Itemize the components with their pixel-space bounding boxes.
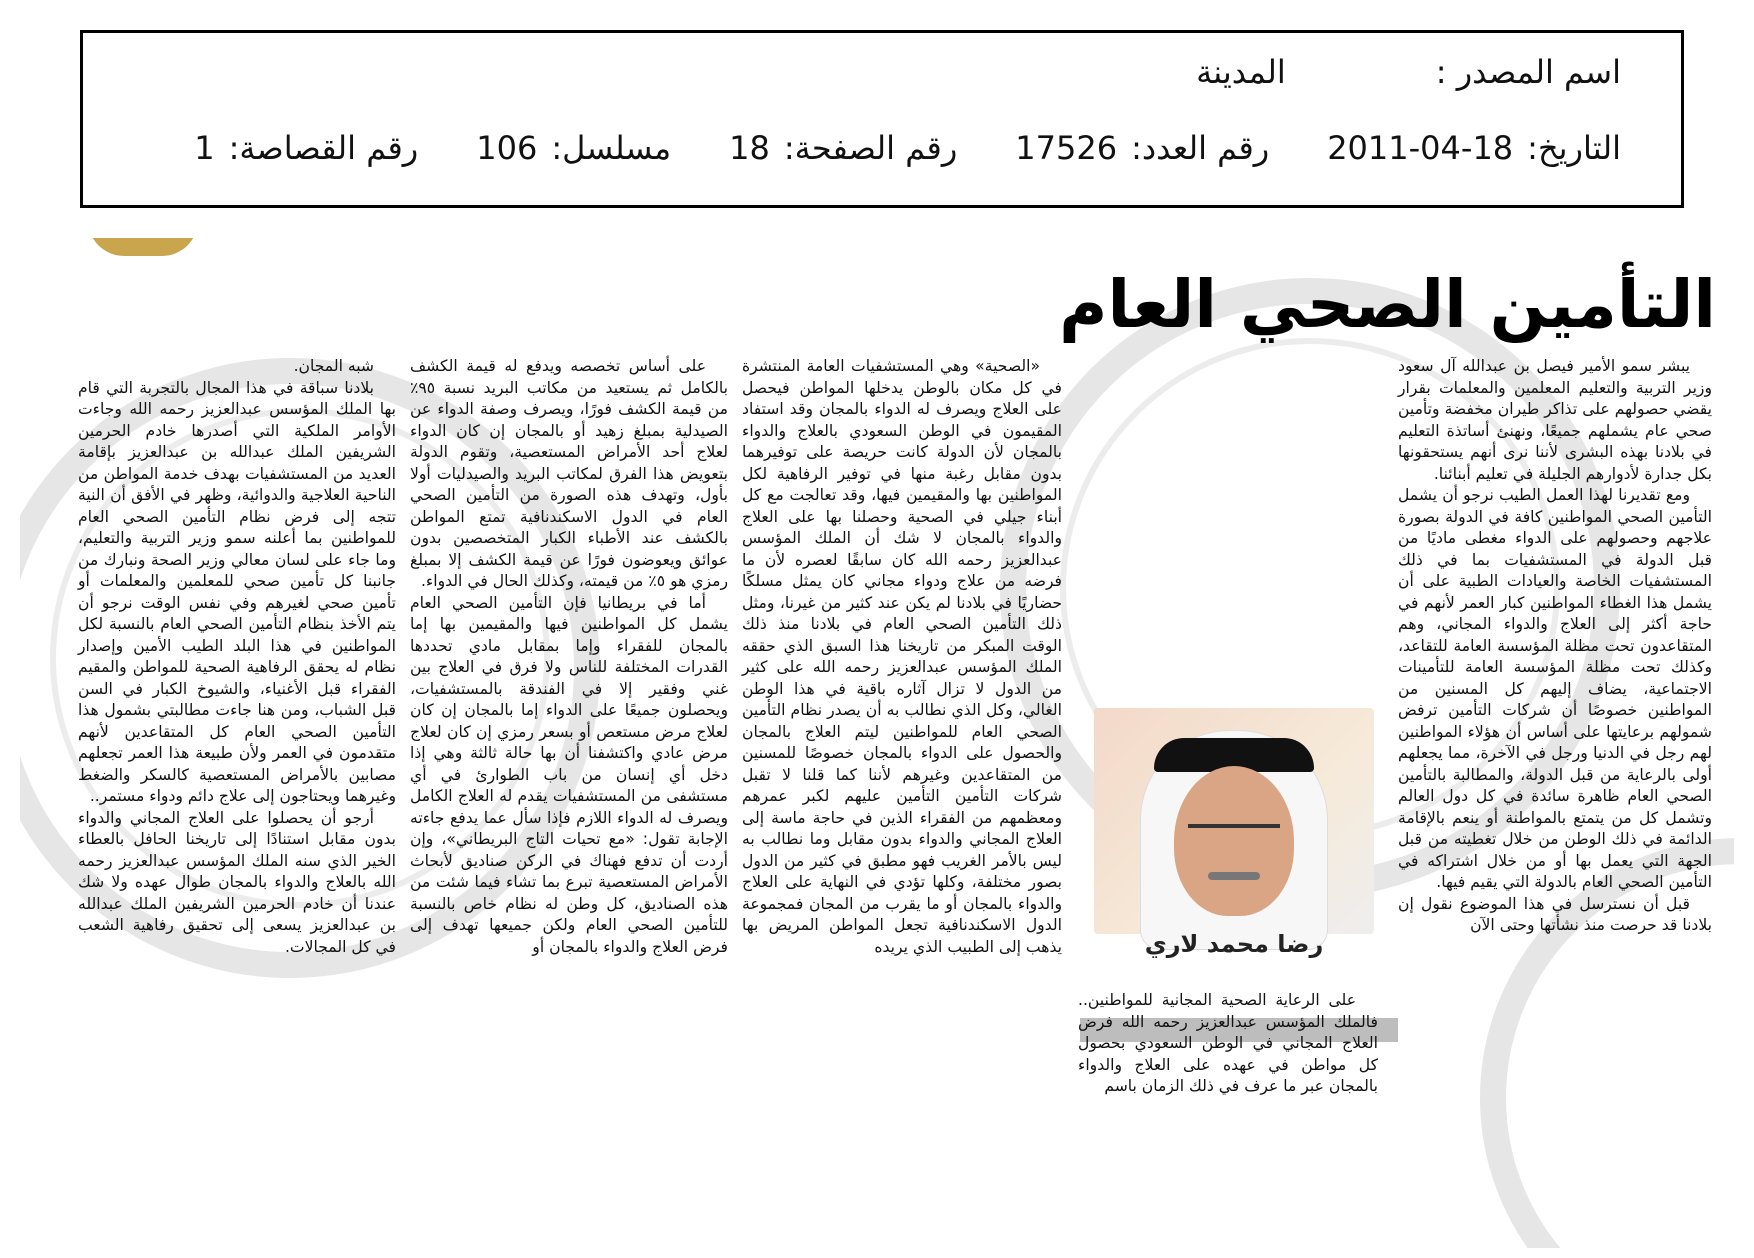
article-column-1	[1398, 356, 1712, 937]
date-value: 2011-04-18	[1327, 129, 1514, 167]
serial-label: مسلسل:	[551, 129, 672, 167]
page-value: 18	[729, 129, 770, 167]
serial-value: 106	[476, 129, 538, 167]
issue-value: 17526	[1015, 129, 1118, 167]
source-row	[1196, 53, 1621, 91]
page-label: رقم الصفحة:	[783, 129, 958, 167]
gold-emblem-fragment	[88, 238, 198, 256]
source-info-box	[80, 30, 1684, 208]
paragraph: بلادنا سباقة في هذا المجال بالتجربة التي قام بها الملك المؤسس عبدالعزيز رحمه الله وجاءت الأوامر الملكية التي أصدرها خادم الحرمين الشريفين الملك عبدالله بن عبدالعزيز بإقامة العديد من المستشفيات بهدف خدمة المواطن من الناحية العلاجية والدوائية، وظهر في الأفق أن النية تتجه إلى فرض نظام التأمين الصحي العام للمواطنين بما أعلنه سمو وزير التربية والتعليم، وما جاء على لسان معالي وزير الصحة ونبارك من جانبنا كل تأمين صحي للمعلمين والمعلمات أو تأمين صحي لغيرهم وفي نفس الوقت نرجو أن يتم الأخذ بنظام التأمين الصحي العام بالنسبة لكل المواطنين في هذا البلد الطيب الأمين وإصدار نظام له يحقق الرفاهية الصحية للمواطن والمقيم الفقراء قبل الأغنياء، والشيوخ الكبار في السن قبل الشباب، ومن هنا جاءت مطالبتي بشمول هذا التأمين الصحي العام كل المتقاعدين لأنهم متقدمون في العمر ولأن طبيعة هذا العمر تجعلهم مصابين بالأمراض المستعصية كالسكر والضغط وغيرهما ويحتاجون إلى علاج دائم ودواء مستمر..	[78, 378, 396, 805]
paragraph: قبل أن نسترسل في هذا الموضوع نقول إن بلادنا قد حرصت منذ نشأتها وحتى الآن	[1398, 894, 1712, 934]
paragraph: يبشر سمو الأمير فيصل بن عبدالله آل سعود وزير التربية والتعليم المعلمين والمعلمات بقرار يقضي حصولهم على تذاكر طيران مخفضة وتأمين صحي عام يشملهم جميعًا، ونهنئ أساتذة التعليم في بلادنا بهذه البشرى لأننا نرى أنهم يستحقونها بكل جدارة لأدوارهم الجليلة في تعليم أبنائنا.	[1398, 357, 1712, 483]
date-label: التاريخ:	[1527, 129, 1621, 167]
author-photo	[1084, 708, 1384, 1008]
paragraph: «الصحية» وهي المستشفيات العامة المنتشرة في كل مكان بالوطن يدخلها المواطن فيحصل على العلاج ويصرف له الدواء بالمجان وقد استفاد المقيمون في الوطن السعودي بالعلاج والدواء بالمجان لأن الدولة كانت حريصة على توفيرهما بدون مقابل رغبة منها في توفير الرفاهية لكل المواطنين بها والمقيمين فيها، وقد تعالجت مع كل أبناء جيلي في الصحية وحصلنا بها على العلاج والدواء بالمجان لا شك أن الملك المؤسس عبدالعزيز رحمه الله كان سابقًا لعصره لأن ما فرضه من علاج ودواء مجاني كان يمثل مسلكًا حضاريًا في بلادنا لم يكن عند كثير من غيرنا، ومثل ذلك التأمين الصحي العام في بلادنا منذ ذلك الوقت المبكر من تاريخنا هذا السبق الذي حققه الملك المؤسس عبدالعزيز رحمه الله على كثير من الدول لا تزال آثاره باقية في هذا الوطن الغالي، وكل الذي نطالب به أن يصدر نظام التأمين الصحي العام للمواطنين ليتم العلاج بالمجان والحصول على الدواء بالمجان خصوصًا للمسنين من المتقاعدين وغيرهم لأننا كما قلنا لا تقبل شركات التأمين التأمين عليهم لكبر عمرهم ومعظمهم من الفقراء الذين في حاجة ماسة إلى العلاج المجاني والدواء بدون مقابل وما نطالب به ليس بالأمر الغريب فهو مطبق في كثير من الدول بصور مختلفة، وكلها تؤدي في النهاية على العلاج والدواء بالمجان أو ما يقرب من المجان فمجموعة الدول الاسكندنافية تجعل المواطن المريض بها يذهب إلى الطبيب الذي يريده	[742, 357, 1062, 956]
article-column-4	[410, 356, 728, 958]
source-value: المدينة	[1196, 53, 1286, 91]
paragraph: أرجو أن يحصلوا على العلاج المجاني والدواء بدون مقابل استنادًا إلى تاريخنا الحافل بالعطاء الخير الذي سنه الملك المؤسس عبدالعزيز رحمه الله بالعلاج والدواء بالمجان طوال عهده ولا شك عندنا أن خادم الحرمين الشريفين الملك عبدالله بن عبدالعزيز يسعى إلى تحقيق رفاهية الشعب في كل المجالات.	[78, 808, 396, 956]
mustache	[1208, 872, 1260, 880]
author-name: رضا محمد لاري	[1144, 930, 1324, 958]
clip-value: 1	[194, 129, 215, 167]
article-column-5	[78, 356, 396, 958]
paragraph: ومع تقديرنا لهذا العمل الطيب نرجو أن يشمل التأمين الصحي المواطنين كافة في الدولة بصورة علاجهم وحصولهم على الدواء مغطى ماديًا من قبل الدولة في المستشفيات بما في ذلك المستشفيات الخاصة والعيادات الطبية على أن يشمل هذا الغطاء المواطنين كبار العمر لأنهم في حاجة أكثر إلى العلاج والدواء المجاني، وهم المتقاعدون تحت مظلة المؤسسة العامة للتقاعد، وكذلك تحت مظلة المؤسسة العامة للتأمينات الاجتماعية، يضاف إليهم كل المسنين من المواطنين خصوصًا أن شركات التأمين ترفض شمولهم برعايتها على أساس أن هؤلاء المواطنين لهم رجل في الدنيا ورجل في الآخرة، مما يجعلهم أولى بالرعاية من قبل الدولة، والمطالبة بالتأمين الصحي العام ظاهرة سائدة في كل دول العالم وتشمل كل من يتمتع بالمواطنة أو ينعم بالإقامة الدائمة في ذلك الوطن من خلال تغطيته من قبل الجهة التي يعمل بها أو من خلال اشتراكه في التأمين الصحي العام بالدولة التي يقيم فيها.	[1398, 486, 1712, 891]
paragraph: أما في بريطانيا فإن التأمين الصحي العام يشمل كل المواطنين فيها والمقيمين بها إما بالمجان للفقراء وإما بمقابل مادي تحددها القدرات المختلفة للناس ولا فرق في العلاج بين غني وفقير إلا في الفندقة بالمستشفيات، ويحصلون جميعًا على الدواء إما بالمجان إن كان لعلاج مرض مستعص أو بسعر رمزي إن كان لعلاج مرض عادي واكتشفنا أن بها حالة ثالثة وهي إذا دخل أي إنسان من باب الطوارئ في أي مستشفى من المستشفيات يقدم له العلاج الكامل ويصرف له الدواء اللازم فإذا سأل عما يدفع جاءته الإجابة تقول: «مع تحيات التاج البريطاني»، وإن أردت أن تدفع فهناك في الركن صناديق لأبحاث الأمراض المستعصية تبرع بما تشاء فيما شئت من هذه الصناديق، كل وطن له نظام خاص بالنسبة للتأمين الصحي العام ولكن جميعها تهدف إلى فرض العلاج والدواء بالمجان أو	[410, 593, 728, 956]
issue-label: رقم العدد:	[1131, 129, 1270, 167]
newspaper-clipping	[20, 238, 1734, 1248]
source-label: اسم المصدر :	[1435, 53, 1621, 91]
glasses	[1188, 824, 1280, 848]
paragraph: على أساس تخصصه ويدفع له قيمة الكشف بالكامل ثم يستعيد من مكاتب البريد نسبة ٩٥٪ من قيمة الكشف فورًا، ويصرف وصفة الدواء عن الصيدلية بمبلغ زهيد أو بالمجان إن كان الدواء لعلاج أحد الأمراض المستعصية، وتقوم الدولة بتعويض هذا الفرق لمكاتب البريد والصيدليات أولا بأول، وتهدف هذه الصورة من التأمين الصحي العام في الدول الاسكندنافية تمتع المواطن بالكشف عند الأطباء الكبار المتخصصين بدون عوائق ويعوضون فورًا عن قيمة الكشف إلا بمبلغ رمزي هو ٥٪ من قيمته، وكذلك الحال في الدواء.	[410, 357, 728, 590]
meta-row	[194, 129, 1621, 167]
clip-label: رقم القصاصة:	[228, 129, 419, 167]
paragraph: شبه المجان.	[293, 357, 374, 375]
article-headline: التأمين الصحي العام	[1059, 266, 1716, 343]
article-column-3	[742, 356, 1062, 958]
article-column-2	[1078, 990, 1378, 1098]
paragraph: على الرعاية الصحية المجانية للمواطنين.. فالملك المؤسس عبدالعزيز رحمه الله فرض العلاج المجاني في الوطن السعودي بحصول كل مواطن في عهده على العلاج والدواء بالمجان عبر ما عرف في ذلك الزمان باسم	[1078, 991, 1378, 1095]
